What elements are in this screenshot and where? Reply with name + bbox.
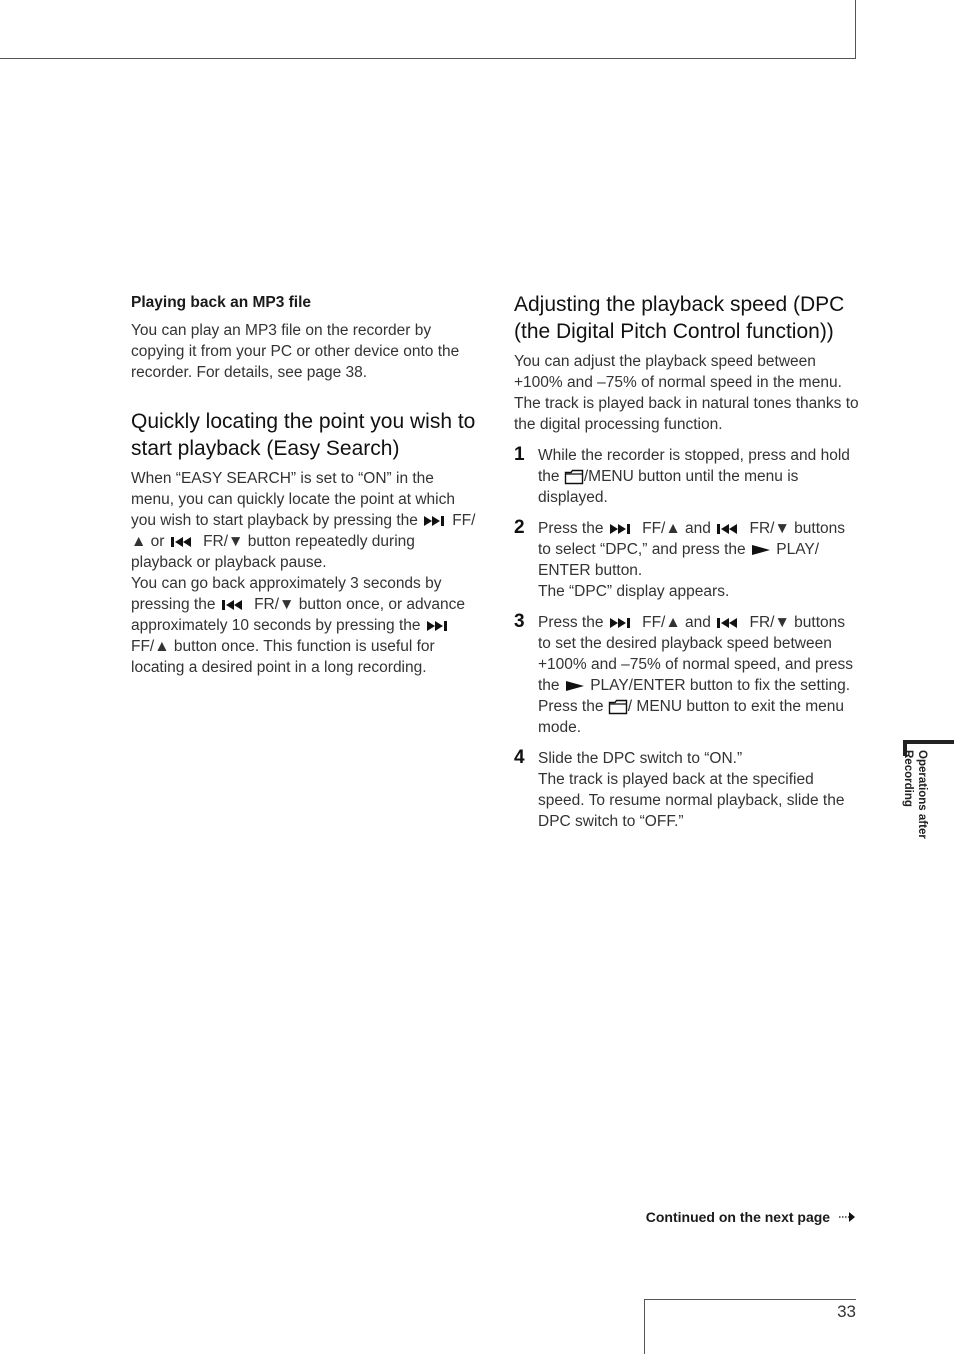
dpc-intro: You can adjust the playback speed between +100% and –75% of normal speed in the menu. The track is played back in natural tones thanks to the digital processing function. bbox=[514, 353, 859, 433]
fast-rewind-icon bbox=[169, 536, 199, 548]
page-number: 33 bbox=[837, 1302, 856, 1321]
bottom-rule bbox=[644, 1299, 856, 1300]
bottom-rule-corner bbox=[644, 1299, 645, 1354]
easy-search-paragraph-2: You can go back approximately 3 seconds by pressing the FR/▼ button once, or advance approximately 10 seconds by pressing the FF/▲ button once. This function is useful for locating a desired point in a long recording. bbox=[131, 575, 466, 676]
step-number: 2 bbox=[514, 517, 525, 538]
side-tab-label: Operations after Recording bbox=[902, 750, 928, 839]
top-rule bbox=[0, 58, 856, 59]
fast-forward-icon bbox=[422, 515, 452, 527]
step-number: 1 bbox=[514, 444, 525, 465]
step-2: 2 Press the FF/▲ and FR/▼ buttons to select “DPC,” and press the PLAY/ ENTER button. The “DPC” display appears. bbox=[514, 517, 845, 600]
right-column bbox=[514, 292, 860, 842]
continued-note: Continued on the next page bbox=[600, 1209, 856, 1226]
fast-rewind-icon bbox=[715, 523, 745, 535]
fast-forward-icon bbox=[608, 617, 638, 629]
fast-forward-icon bbox=[608, 523, 638, 535]
easy-search-paragraph-1: When “EASY SEARCH” is set to “ON” in the menu, you can quickly locate the point at which you wish to start playback by pressing the FF/▲ or FR/▼ button repeatedly during playback or playback pause. bbox=[131, 470, 476, 571]
step-1: 1 While the recorder is stopped, press and hold the /MENU button until the menu is displayed. bbox=[514, 444, 850, 506]
top-rule-corner bbox=[855, 0, 856, 59]
mp3-heading: Playing back an MP3 file bbox=[131, 294, 312, 311]
step-3: 3 Press the FF/▲ and FR/▼ buttons to set the desired playback speed between +100% and –75% of normal speed, and press the PLAY/ENTER button to fix the setting. Press the / MENU button to exit the menu mode. bbox=[514, 611, 853, 736]
play-icon bbox=[750, 544, 772, 556]
step-number: 3 bbox=[514, 611, 525, 632]
left-column bbox=[131, 292, 476, 678]
mp3-body: You can play an MP3 file on the recorder by copying it from your PC or other device onto the recorder. For details, see page 38. bbox=[131, 322, 460, 381]
step-4: 4 Slide the DPC switch to “ON.” The track is played back at the specified speed. To resume normal playback, slide the DPC switch to “OFF.” bbox=[514, 747, 845, 830]
folder-icon bbox=[564, 469, 584, 485]
continued-arrow-icon bbox=[838, 1210, 856, 1226]
folder-icon bbox=[608, 699, 628, 715]
fast-rewind-icon bbox=[220, 599, 250, 611]
step-number: 4 bbox=[514, 747, 525, 768]
dpc-steps bbox=[514, 445, 860, 832]
fast-rewind-icon bbox=[715, 617, 745, 629]
play-icon bbox=[564, 680, 586, 692]
fast-forward-icon bbox=[425, 620, 455, 632]
easy-search-heading: Quickly locating the point you wish to start playback (Easy Search) bbox=[131, 410, 476, 460]
side-tab-marker bbox=[903, 740, 954, 744]
dpc-heading: Adjusting the playback speed (DPC (the Digital Pitch Control function)) bbox=[514, 293, 845, 343]
